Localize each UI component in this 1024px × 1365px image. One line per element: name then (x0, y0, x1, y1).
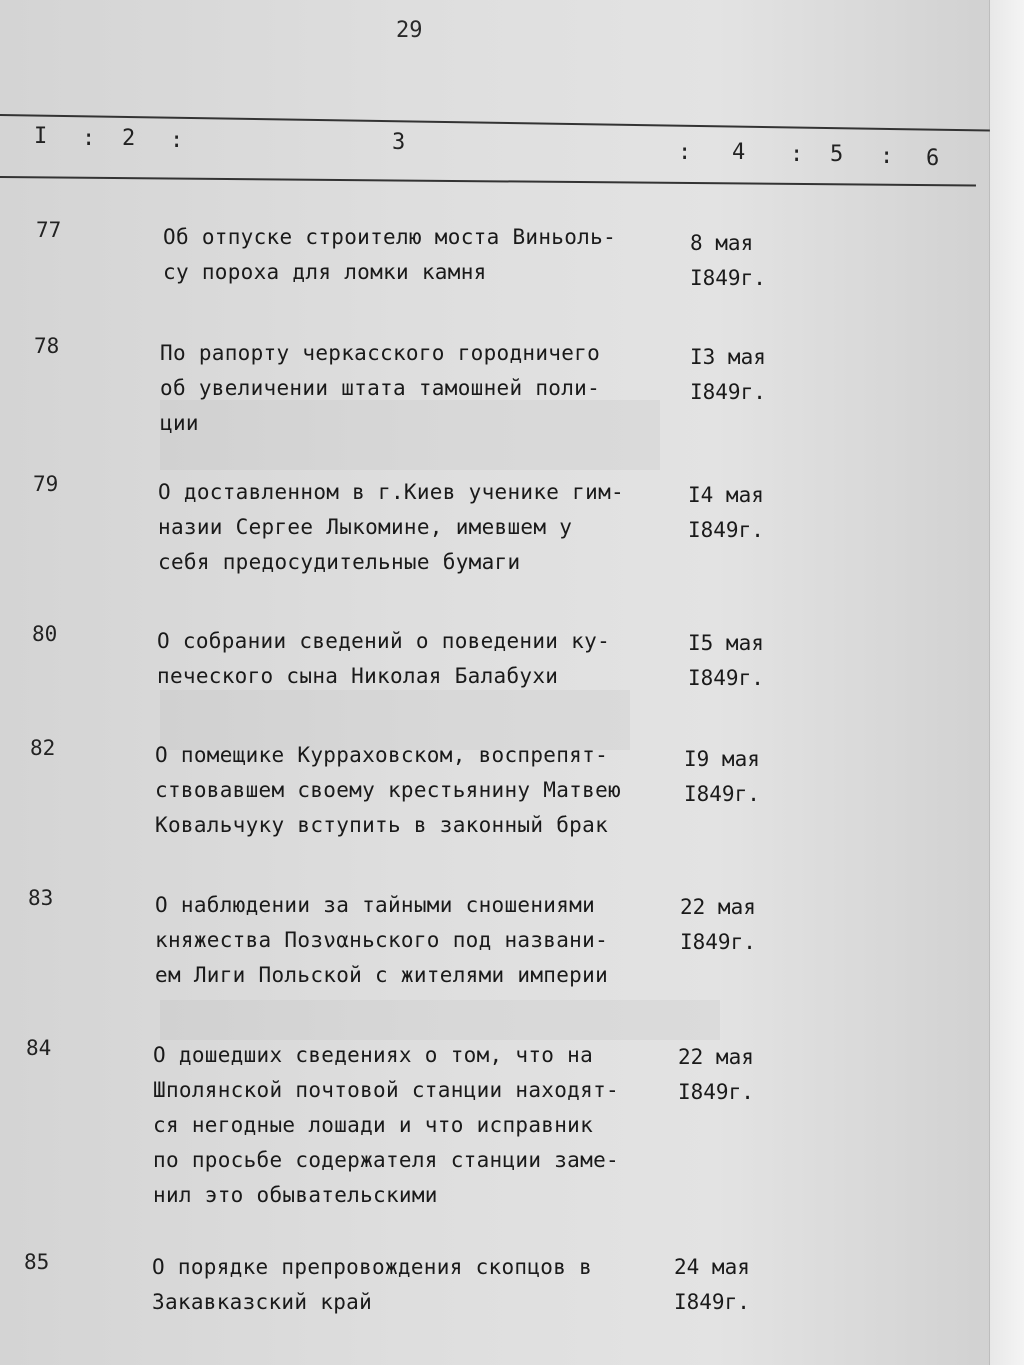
entry-line: Закавказский край (152, 1290, 373, 1314)
entry-date-year: I849г. (684, 782, 760, 806)
entry-description (160, 336, 600, 441)
entry-date (690, 226, 766, 296)
entry-description (155, 888, 608, 993)
entry-date-day: 24 мая (674, 1255, 750, 1279)
entry-number: 80 (32, 622, 58, 646)
entry-date-year: I849г. (688, 518, 764, 542)
entry-date (690, 340, 766, 410)
page-number: 29 (396, 18, 423, 43)
header-bottom-rule (0, 176, 976, 187)
entry-description (153, 1038, 619, 1213)
entry-line: ем Лиги Польской с жителями империи (155, 963, 609, 987)
entry-number: 77 (36, 218, 62, 242)
entry-line: су пороха для ломки камня (163, 260, 487, 284)
entry-date-day: I9 мая (684, 747, 760, 771)
entry-line: О дошедших сведениях о том, что на (153, 1043, 594, 1067)
entry-line: О порядке препровождения скопцов в (152, 1255, 593, 1279)
entry-line: княжества Позναньского под названи- (155, 928, 609, 952)
entry-date-day: I3 мая (690, 345, 766, 369)
column-separator: : (790, 142, 804, 167)
entry-number: 83 (28, 886, 54, 910)
entry-line: Шполянской почтовой станции находят- (153, 1078, 619, 1102)
bleed-through-block (160, 1000, 720, 1040)
entry-date (688, 478, 764, 548)
entry-date-day: 8 мая (690, 231, 754, 255)
entry-number: 79 (33, 472, 59, 496)
entry-line: по просьбе содержателя станции заме- (153, 1148, 619, 1172)
entry-description (158, 475, 624, 580)
entry-date-year: I849г. (680, 930, 756, 954)
column-header-5: 5 (830, 142, 844, 167)
entry-number: 85 (24, 1250, 50, 1274)
entry-line: По рапорту черкасского городничего (160, 341, 601, 365)
column-header-2: 2 (122, 126, 136, 151)
entry-description (152, 1250, 592, 1320)
entry-date-year: I849г. (690, 380, 766, 404)
column-header-6: 6 (926, 146, 940, 171)
entry-date-year: I849г. (678, 1080, 754, 1104)
column-header-1: I (34, 124, 48, 149)
entry-date-day: I4 мая (688, 483, 764, 507)
column-separator: : (82, 126, 96, 151)
entry-line: себя предосудительные бумаги (158, 550, 521, 574)
entry-line: ции (160, 411, 199, 435)
entry-line: ствовавшем своему крестьянину Матвею (155, 778, 621, 802)
entry-number: 78 (34, 334, 60, 358)
entry-date (674, 1250, 750, 1320)
entry-line: нил это обывательскими (153, 1183, 438, 1207)
entry-line: О помещике Курраховском, воспрепят- (155, 743, 609, 767)
column-separator: : (678, 140, 692, 165)
entry-description (157, 624, 610, 694)
entry-number: 84 (26, 1036, 52, 1060)
entry-line: об увеличении штата тамошней поли- (160, 376, 601, 400)
column-header-4: 4 (732, 140, 746, 165)
entry-date-year: I849г. (688, 666, 764, 690)
entry-line: О наблюдении за тайными сношениями (155, 893, 596, 917)
entry-line: Об отпуске строителю моста Виньоль- (163, 225, 617, 249)
entry-line: Ковальчуку вступить в законный брак (155, 813, 609, 837)
entry-line: назии Сергее Лыкомине, имевшем у (158, 515, 573, 539)
entry-date (680, 890, 756, 960)
entry-line: печеского сына Николая Балабухи (157, 664, 559, 688)
column-separator: : (170, 128, 184, 153)
entry-line: О доставленном в г.Киев ученике гим- (158, 480, 624, 504)
entry-number: 82 (30, 736, 56, 760)
entry-description (155, 738, 621, 843)
column-header-3: 3 (392, 130, 406, 155)
entry-date-day: 22 мая (680, 895, 756, 919)
entry-date (684, 742, 760, 812)
entry-date-day: 22 мая (678, 1045, 754, 1069)
entry-date (678, 1040, 754, 1110)
entry-line: ся негодные лошади и что исправник (153, 1113, 594, 1137)
entry-description (163, 220, 616, 290)
page-edge (989, 0, 1024, 1365)
entry-date (688, 626, 764, 696)
column-separator: : (880, 144, 894, 169)
entry-date-year: I849г. (690, 266, 766, 290)
entry-date-year: I849г. (674, 1290, 750, 1314)
entry-date-day: I5 мая (688, 631, 764, 655)
entry-line: О собрании сведений о поведении ку- (157, 629, 611, 653)
header-top-rule (0, 114, 990, 132)
